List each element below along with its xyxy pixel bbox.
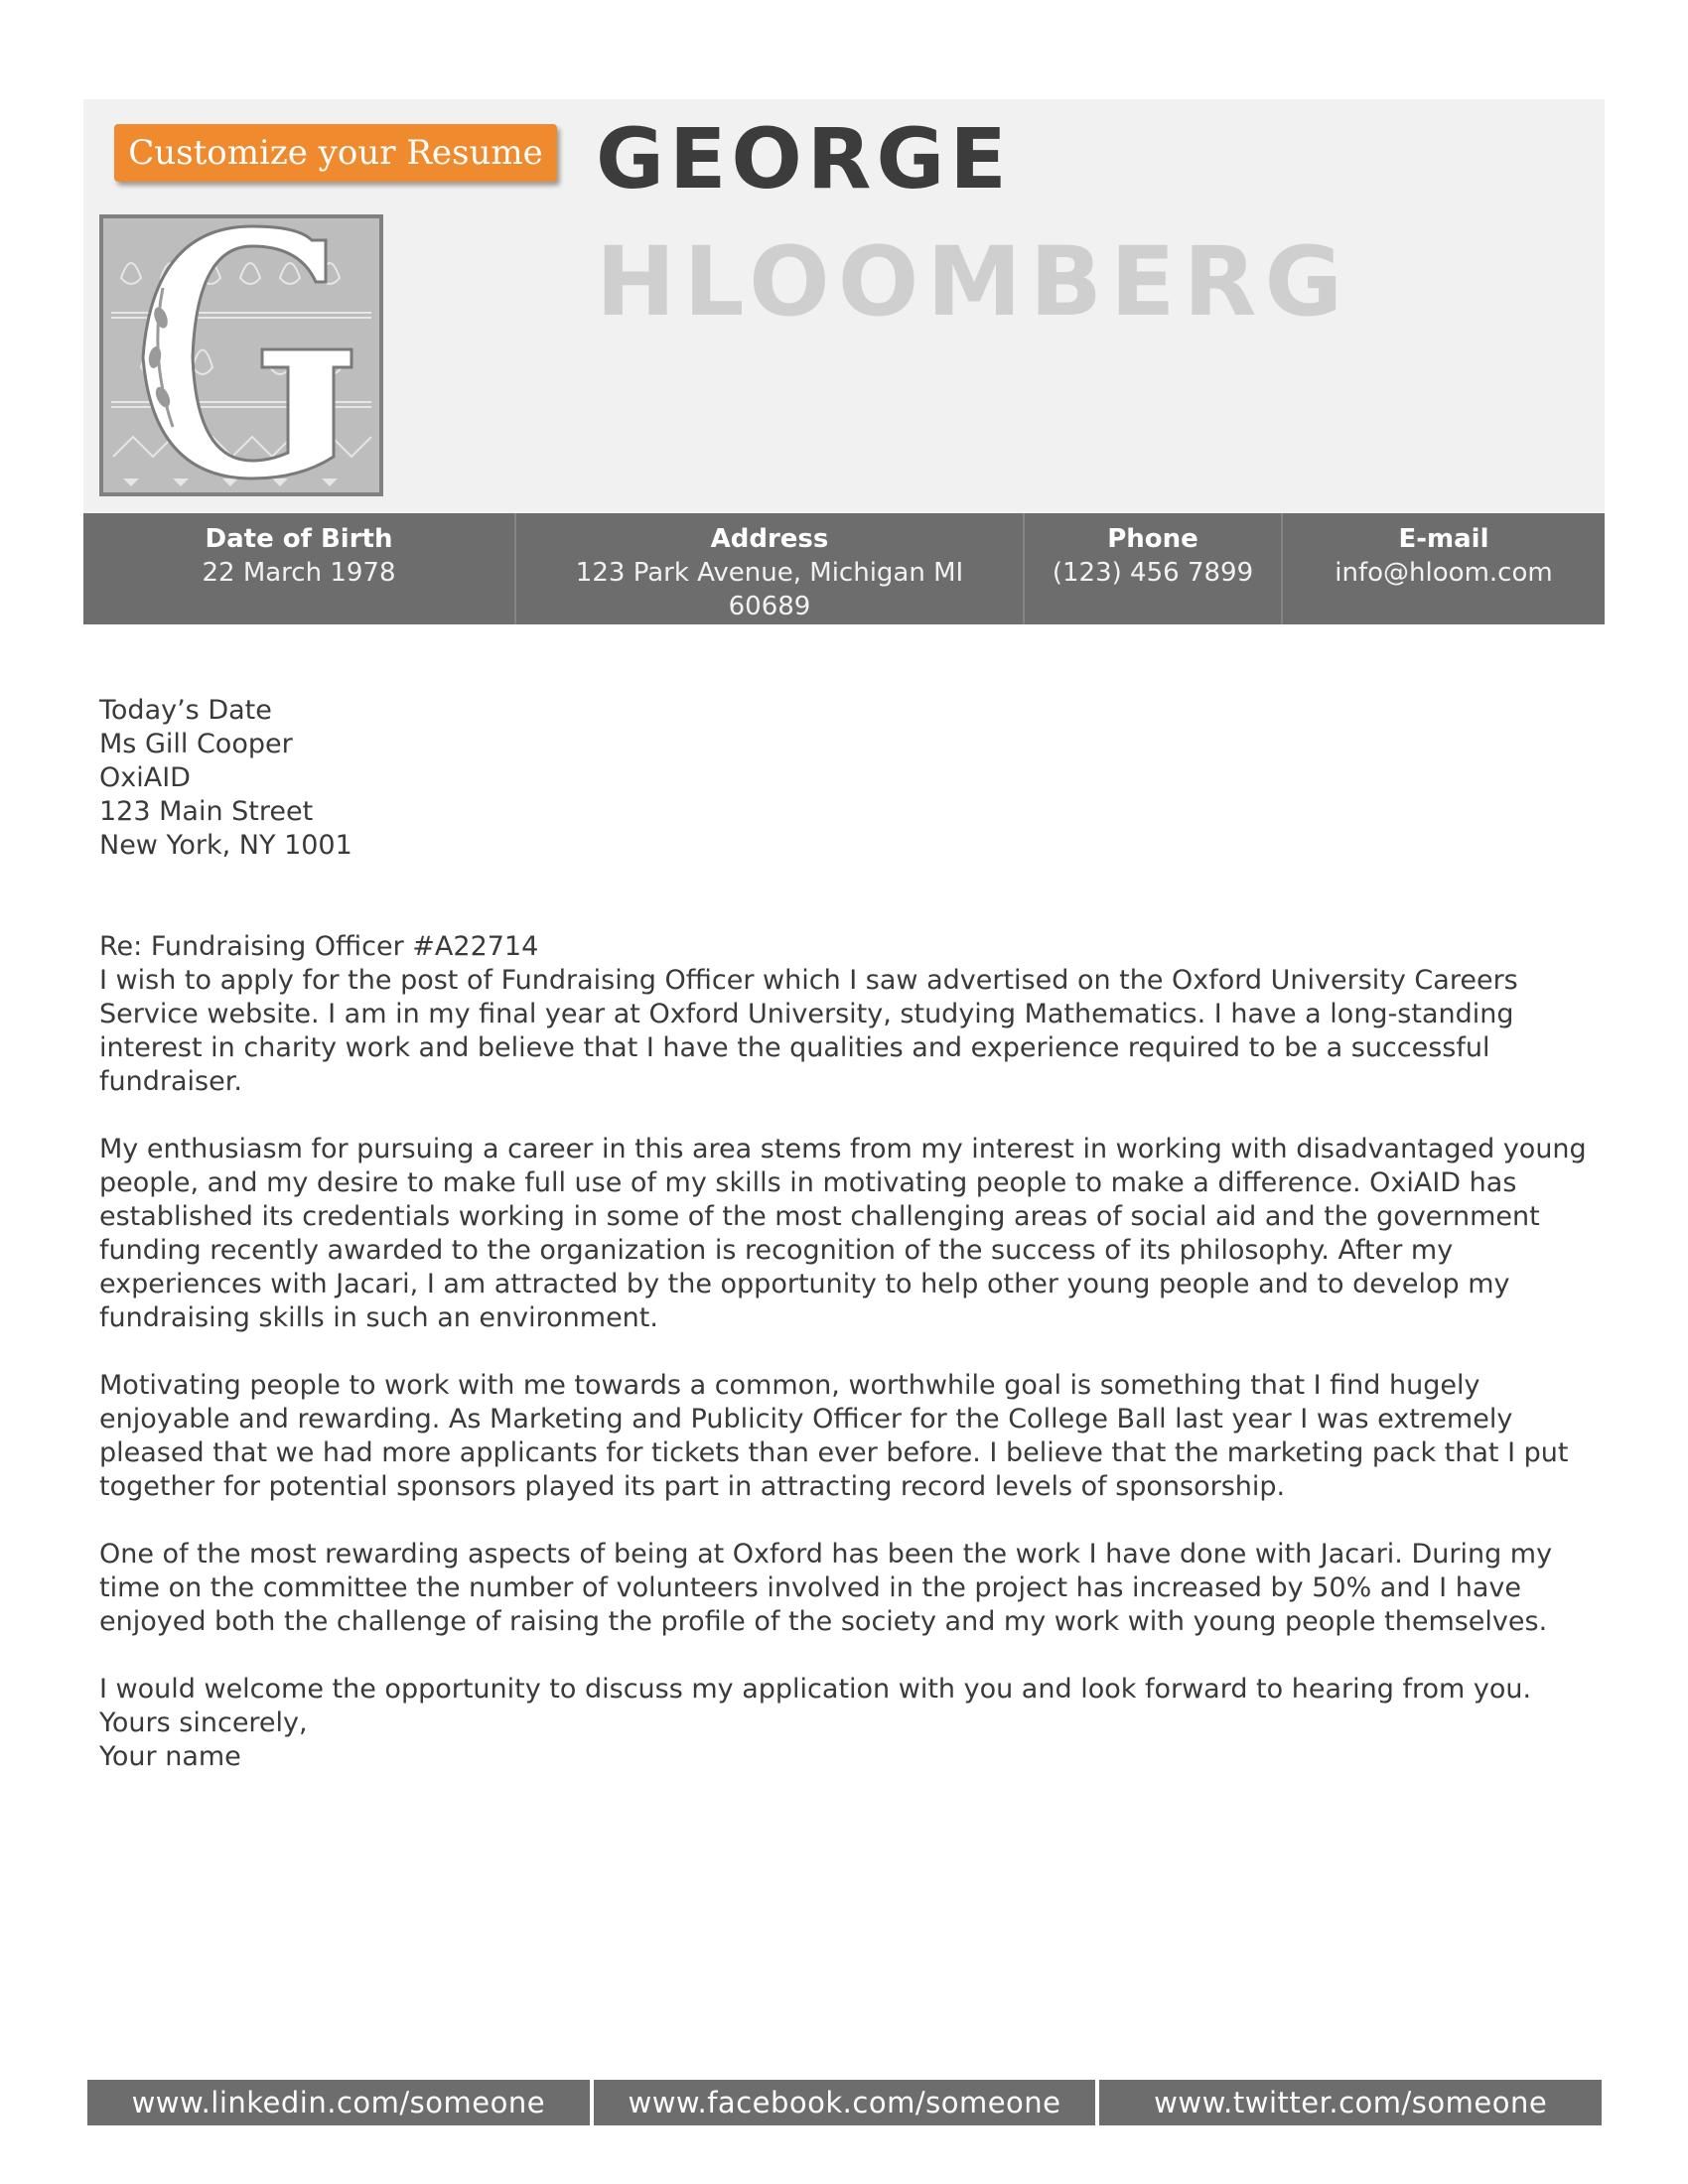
facebook-link[interactable]: www.facebook.com/someone — [594, 2080, 1096, 2125]
linkedin-link[interactable]: www.linkedin.com/someone — [87, 2080, 590, 2125]
recipient-street: 123 Main Street — [99, 796, 314, 827]
phone-cell — [1025, 513, 1283, 624]
recipient-address — [99, 694, 1599, 863]
letter-g-monogram-icon — [99, 214, 383, 496]
contact-info-bar — [83, 513, 1605, 624]
subject-line: Re: Fundraising Officer #A22714 — [99, 931, 539, 962]
date-of-birth-cell — [83, 513, 516, 624]
signature: Your name — [99, 1741, 241, 1772]
email-value[interactable]: info@hloom.com — [1335, 558, 1553, 588]
body-paragraph: One of the most rewarding aspects of being at Oxford has been the work I have done with Jacari. During my time on the committee the number of volunteers involved in the project has increased by 50% and I have enjoyed both the challenge of raising the profile of the society and my work with young people themselves. — [99, 1539, 1553, 1637]
letter-date: Today’s Date — [99, 695, 272, 726]
last-name: HLOOMBERG — [596, 226, 1351, 338]
recipient-name: Ms Gill Cooper — [99, 729, 293, 759]
social-links-footer — [87, 2080, 1602, 2125]
date-of-birth-value: 22 March 1978 — [202, 558, 396, 588]
body-paragraph: Motivating people to work with me towards a common, worthwhile goal is something that I find hugely enjoyable and rewarding. As Marketing and Publicity Officer for the College Ball last year I was extremely pleased that we had more applicants for tickets than ever before. I believe that the marketing pack that I put together for potential sponsors played its part in attracting record levels of sponsorship. — [99, 1370, 1569, 1502]
twitter-link[interactable]: www.twitter.com/someone — [1099, 2080, 1602, 2125]
email-cell — [1283, 513, 1605, 624]
recipient-city: New York, NY 1001 — [99, 830, 352, 861]
address-value: 123 Park Avenue, Michigan MI 60689 — [575, 558, 964, 621]
customize-resume-button[interactable]: Customize your Resume — [114, 124, 557, 182]
address-label: Address — [710, 524, 829, 554]
email-label: E-mail — [1398, 524, 1489, 554]
closing: Yours sincerely, — [99, 1707, 308, 1738]
address-cell — [516, 513, 1025, 624]
recipient-company: OxiAID — [99, 762, 191, 793]
body-paragraph: I would welcome the opportunity to discuss my application with you and look forward to hearing from you. — [99, 1674, 1532, 1705]
phone-label: Phone — [1107, 524, 1198, 554]
first-name: GEORGE — [596, 110, 1012, 207]
cover-letter — [99, 694, 1599, 1774]
date-of-birth-label: Date of Birth — [205, 524, 393, 554]
body-paragraph: My enthusiasm for pursuing a career in this area stems from my interest in working with disadvantaged young people, and my desire to make full use of my skills in motivating people to make a difference. OxiAID has established its credentials working in some of the most challenging areas of social aid and the government funding recently awarded to the organization is recognition of the success of its philosophy. After my experiences with Jacari, I am attracted by the opportunity to help other young people and to develop my fundraising skills in such an environment. — [99, 1134, 1587, 1333]
phone-value: (123) 456 7899 — [1052, 558, 1254, 588]
body-paragraph: I wish to apply for the post of Fundraising Officer which I saw advertised on the Oxford University Careers Service website. I am in my final year at Oxford University, studying Mathematics. I have a long-standing interest in charity work and believe that I have the qualities and experience required to be a successful fundraiser. — [99, 965, 1518, 1097]
